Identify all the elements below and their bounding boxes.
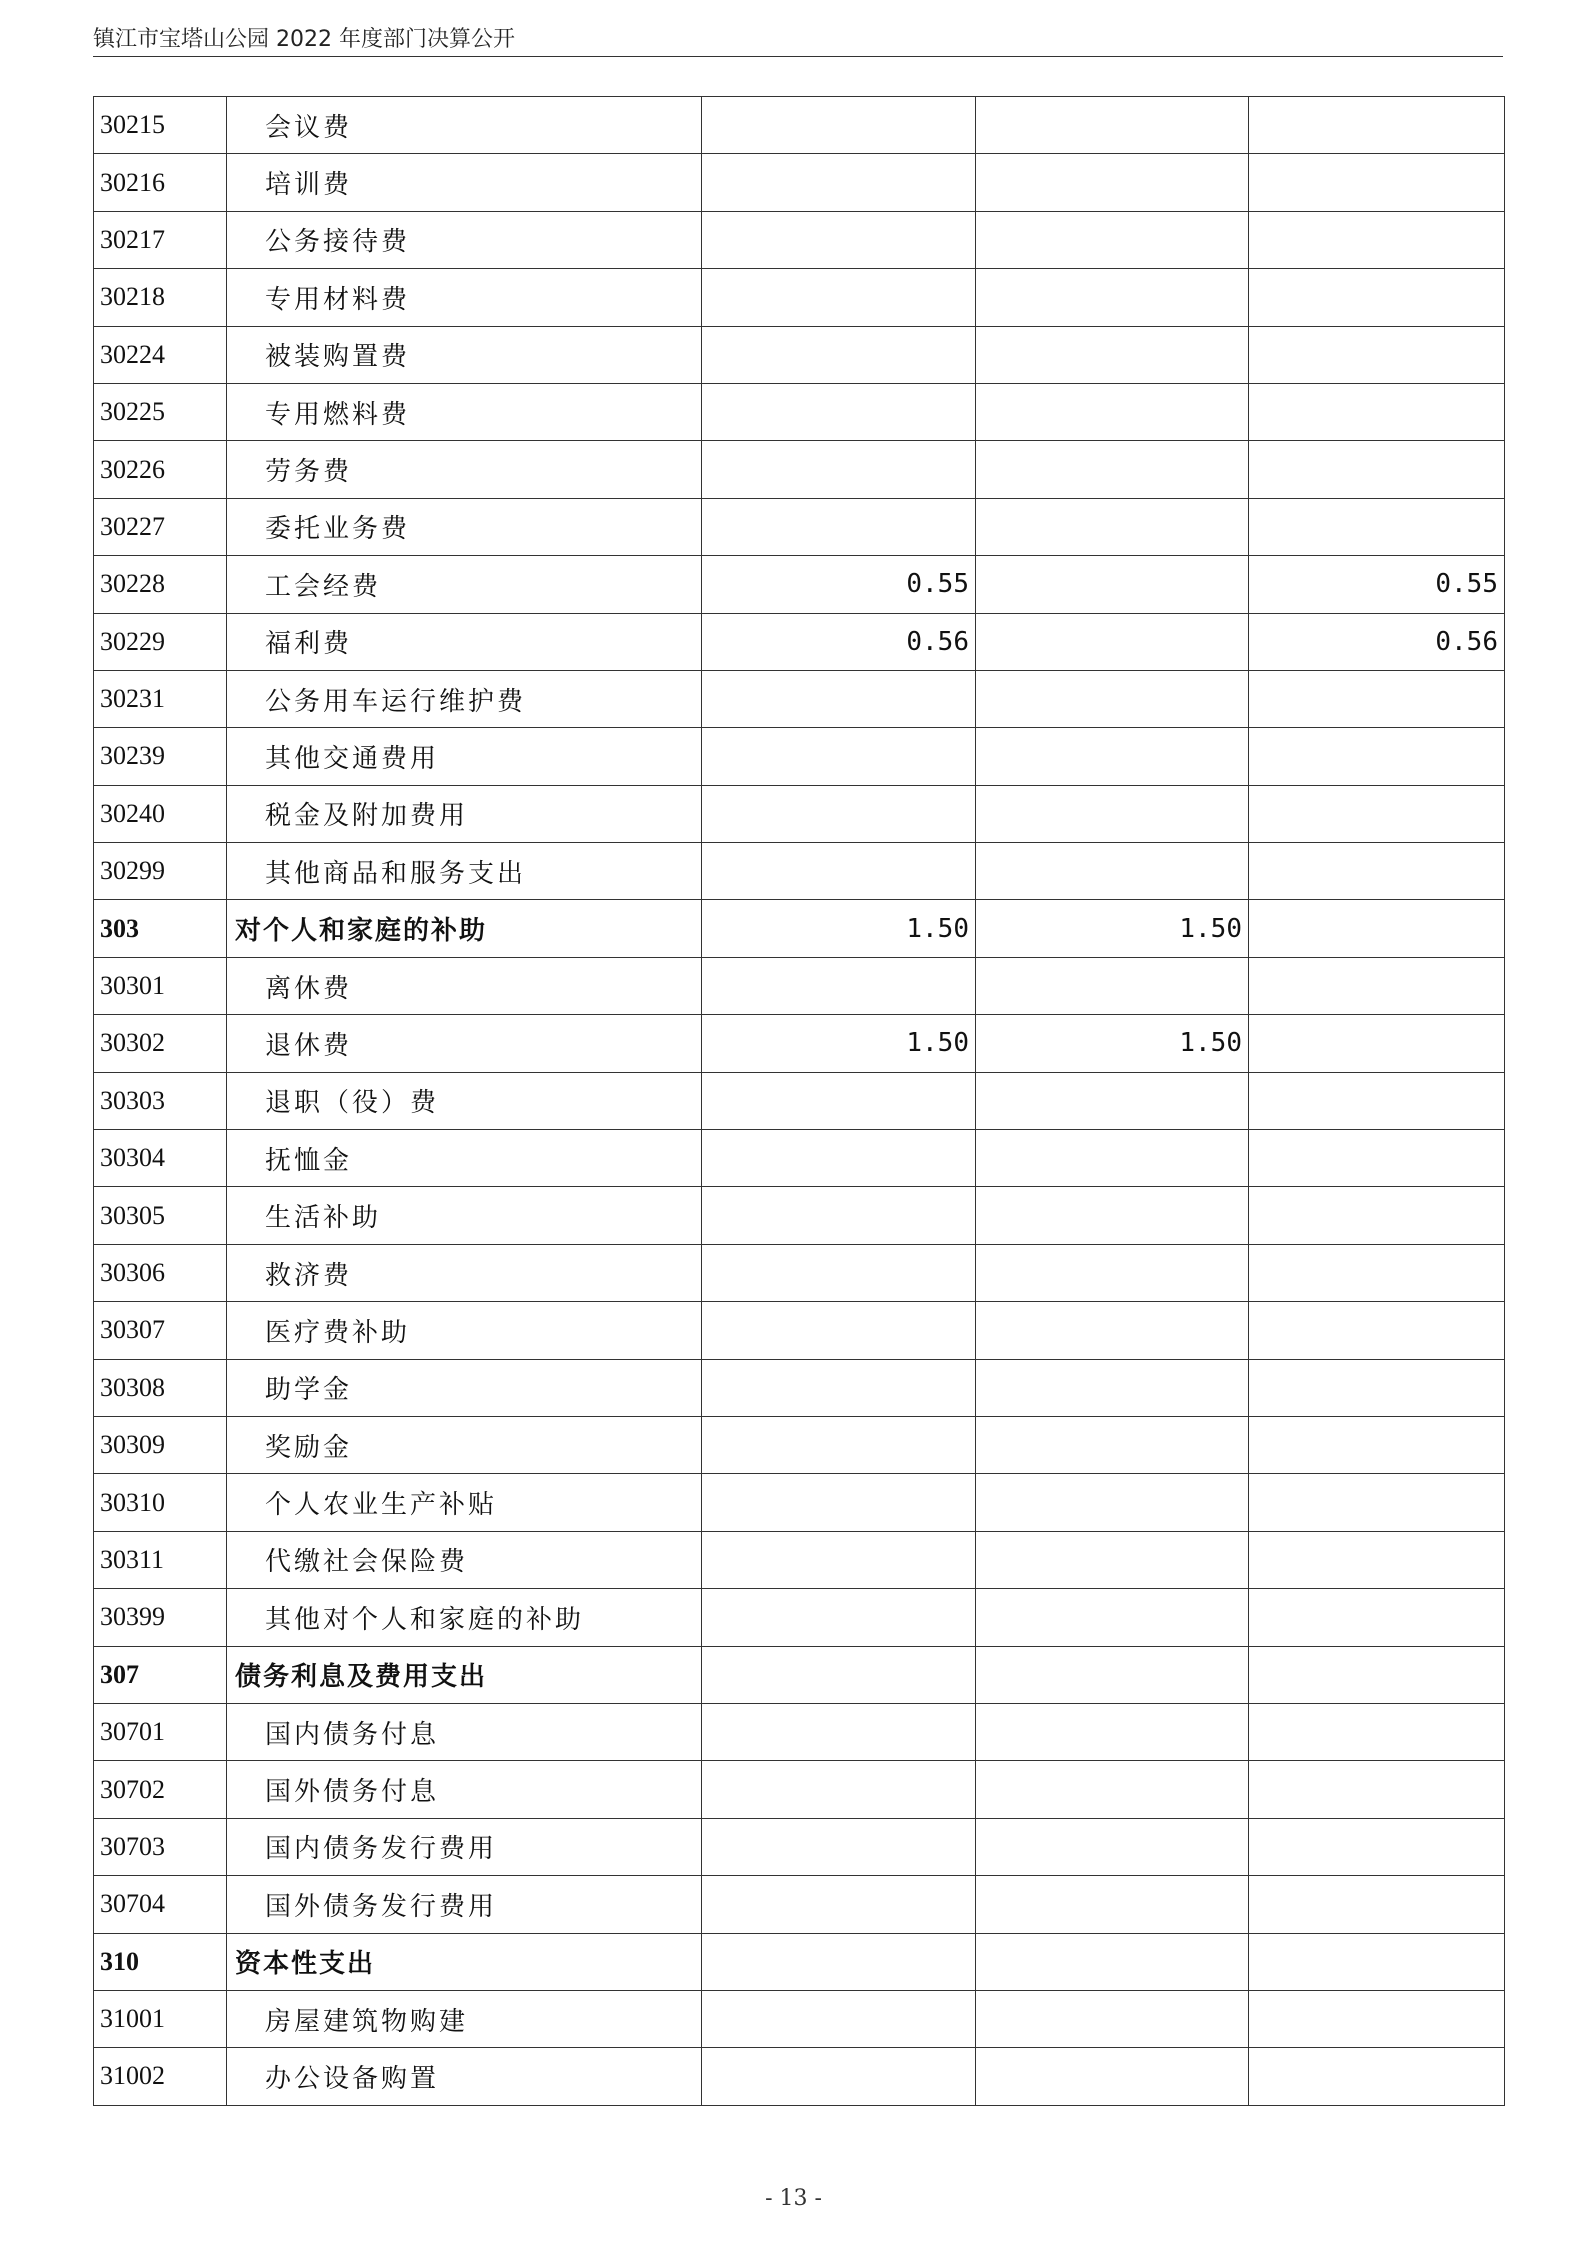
value-cell-total <box>702 1990 976 2047</box>
value-cell-basic <box>976 957 1249 1014</box>
value-cell-basic <box>976 498 1249 555</box>
code-cell: 30306 <box>94 1244 227 1301</box>
name-cell: 培训费 <box>227 154 702 211</box>
value-cell-total <box>702 383 976 440</box>
value-cell-basic: 1.50 <box>976 1015 1249 1072</box>
value-cell-project <box>1249 1646 1505 1703</box>
value-cell-project <box>1249 785 1505 842</box>
name-cell: 个人农业生产补贴 <box>227 1474 702 1531</box>
code-cell: 30299 <box>94 843 227 900</box>
code-cell: 30301 <box>94 957 227 1014</box>
value-cell-project <box>1249 1876 1505 1933</box>
table-row <box>94 1474 1505 1531</box>
table-row <box>94 1130 1505 1187</box>
value-cell-basic <box>976 1646 1249 1703</box>
value-cell-project <box>1249 1589 1505 1646</box>
expenditure-table <box>93 96 1505 2106</box>
code-cell: 30217 <box>94 211 227 268</box>
code-cell: 30302 <box>94 1015 227 1072</box>
table-row <box>94 1302 1505 1359</box>
table-row <box>94 728 1505 785</box>
value-cell-project <box>1249 728 1505 785</box>
value-cell-total <box>702 326 976 383</box>
name-cell: 代缴社会保险费 <box>227 1531 702 1588</box>
value-cell-total <box>702 1761 976 1818</box>
value-cell-total <box>702 154 976 211</box>
name-cell: 其他交通费用 <box>227 728 702 785</box>
code-cell: 303 <box>94 900 227 957</box>
table-row <box>94 670 1505 727</box>
value-cell-total <box>702 1876 976 1933</box>
code-cell: 30308 <box>94 1359 227 1416</box>
table-row <box>94 154 1505 211</box>
name-cell: 劳务费 <box>227 441 702 498</box>
value-cell-basic <box>976 154 1249 211</box>
value-cell-total <box>702 1244 976 1301</box>
name-cell: 专用材料费 <box>227 269 702 326</box>
value-cell-project <box>1249 1187 1505 1244</box>
code-cell: 30304 <box>94 1130 227 1187</box>
table-category-row <box>94 900 1505 957</box>
value-cell-project <box>1249 1531 1505 1588</box>
value-cell-project <box>1249 1990 1505 2047</box>
code-cell: 30305 <box>94 1187 227 1244</box>
value-cell-project <box>1249 1474 1505 1531</box>
value-cell-total <box>702 728 976 785</box>
table-row <box>94 2048 1505 2105</box>
value-cell-basic <box>976 97 1249 154</box>
value-cell-total <box>702 1703 976 1760</box>
value-cell-total: 1.50 <box>702 1015 976 1072</box>
code-cell: 30240 <box>94 785 227 842</box>
value-cell-basic: 1.50 <box>976 900 1249 957</box>
name-cell: 医疗费补助 <box>227 1302 702 1359</box>
code-cell: 30701 <box>94 1703 227 1760</box>
value-cell-basic <box>976 785 1249 842</box>
name-cell: 离休费 <box>227 957 702 1014</box>
value-cell-basic <box>976 1876 1249 1933</box>
table-row <box>94 441 1505 498</box>
table-row <box>94 1531 1505 1588</box>
value-cell-total <box>702 843 976 900</box>
table-row <box>94 97 1505 154</box>
value-cell-total <box>702 1416 976 1473</box>
value-cell-basic <box>976 1818 1249 1875</box>
value-cell-basic <box>976 843 1249 900</box>
name-cell: 专用燃料费 <box>227 383 702 440</box>
name-cell: 助学金 <box>227 1359 702 1416</box>
value-cell-project <box>1249 1416 1505 1473</box>
value-cell-project <box>1249 1703 1505 1760</box>
name-cell: 救济费 <box>227 1244 702 1301</box>
value-cell-basic <box>976 1589 1249 1646</box>
table-row <box>94 1187 1505 1244</box>
code-cell: 30215 <box>94 97 227 154</box>
name-cell: 抚恤金 <box>227 1130 702 1187</box>
code-cell: 30702 <box>94 1761 227 1818</box>
table-row <box>94 383 1505 440</box>
code-cell: 30309 <box>94 1416 227 1473</box>
code-cell: 30216 <box>94 154 227 211</box>
name-cell: 税金及附加费用 <box>227 785 702 842</box>
table-row <box>94 1015 1505 1072</box>
code-cell: 307 <box>94 1646 227 1703</box>
value-cell-project <box>1249 670 1505 727</box>
table-category-row <box>94 1646 1505 1703</box>
name-cell: 办公设备购置 <box>227 2048 702 2105</box>
value-cell-project <box>1249 957 1505 1014</box>
value-cell-basic <box>976 1531 1249 1588</box>
document-header-title: 镇江市宝塔山公园 2022 年度部门决算公开 <box>93 27 515 52</box>
value-cell-project <box>1249 1130 1505 1187</box>
value-cell-total <box>702 1130 976 1187</box>
value-cell-basic <box>976 1130 1249 1187</box>
value-cell-total <box>702 1818 976 1875</box>
value-cell-total <box>702 1187 976 1244</box>
code-cell: 31001 <box>94 1990 227 2047</box>
table-row <box>94 326 1505 383</box>
value-cell-project <box>1249 269 1505 326</box>
table-row <box>94 269 1505 326</box>
value-cell-basic <box>976 670 1249 727</box>
value-cell-project <box>1249 1818 1505 1875</box>
table-row <box>94 1359 1505 1416</box>
value-cell-project <box>1249 1302 1505 1359</box>
table-row <box>94 1244 1505 1301</box>
name-cell: 其他对个人和家庭的补助 <box>227 1589 702 1646</box>
value-cell-basic <box>976 269 1249 326</box>
code-cell: 30228 <box>94 556 227 613</box>
name-cell: 会议费 <box>227 97 702 154</box>
code-cell: 30231 <box>94 670 227 727</box>
value-cell-total <box>702 498 976 555</box>
value-cell-basic <box>976 1302 1249 1359</box>
value-cell-project <box>1249 1933 1505 1990</box>
value-cell-project <box>1249 900 1505 957</box>
code-cell: 30399 <box>94 1589 227 1646</box>
table-row <box>94 843 1505 900</box>
code-cell: 30303 <box>94 1072 227 1129</box>
value-cell-basic <box>976 1244 1249 1301</box>
name-cell: 委托业务费 <box>227 498 702 555</box>
table-row <box>94 1589 1505 1646</box>
value-cell-total <box>702 1589 976 1646</box>
value-cell-basic <box>976 1072 1249 1129</box>
name-cell: 生活补助 <box>227 1187 702 1244</box>
value-cell-basic <box>976 326 1249 383</box>
code-cell: 30218 <box>94 269 227 326</box>
page-number: - 13 - <box>765 2186 822 2211</box>
name-cell: 房屋建筑物购建 <box>227 1990 702 2047</box>
value-cell-total <box>702 670 976 727</box>
name-cell: 对个人和家庭的补助 <box>227 900 702 957</box>
name-cell: 债务利息及费用支出 <box>227 1646 702 1703</box>
code-cell: 30227 <box>94 498 227 555</box>
value-cell-total <box>702 1359 976 1416</box>
value-cell-project <box>1249 326 1505 383</box>
value-cell-basic <box>976 1474 1249 1531</box>
value-cell-basic <box>976 728 1249 785</box>
name-cell: 资本性支出 <box>227 1933 702 1990</box>
table-row <box>94 613 1505 670</box>
code-cell: 310 <box>94 1933 227 1990</box>
name-cell: 被装购置费 <box>227 326 702 383</box>
value-cell-project <box>1249 843 1505 900</box>
value-cell-basic <box>976 1416 1249 1473</box>
name-cell: 其他商品和服务支出 <box>227 843 702 900</box>
value-cell-project <box>1249 441 1505 498</box>
value-cell-project <box>1249 1072 1505 1129</box>
value-cell-project <box>1249 211 1505 268</box>
value-cell-basic <box>976 1761 1249 1818</box>
name-cell: 退休费 <box>227 1015 702 1072</box>
code-cell: 30704 <box>94 1876 227 1933</box>
table-row <box>94 1416 1505 1473</box>
value-cell-total <box>702 785 976 842</box>
table-body <box>94 97 1505 2106</box>
name-cell: 福利费 <box>227 613 702 670</box>
value-cell-total <box>702 1072 976 1129</box>
value-cell-basic <box>976 556 1249 613</box>
value-cell-total <box>702 97 976 154</box>
value-cell-total: 0.55 <box>702 556 976 613</box>
name-cell: 国外债务付息 <box>227 1761 702 1818</box>
value-cell-project <box>1249 383 1505 440</box>
table-row <box>94 1818 1505 1875</box>
code-cell: 30229 <box>94 613 227 670</box>
value-cell-total <box>702 1474 976 1531</box>
value-cell-total <box>702 957 976 1014</box>
code-cell: 31002 <box>94 2048 227 2105</box>
table-row <box>94 1990 1505 2047</box>
name-cell: 工会经费 <box>227 556 702 613</box>
table-category-row <box>94 1933 1505 1990</box>
value-cell-basic <box>976 1703 1249 1760</box>
value-cell-total <box>702 441 976 498</box>
code-cell: 30226 <box>94 441 227 498</box>
value-cell-project <box>1249 1359 1505 1416</box>
value-cell-project: 0.55 <box>1249 556 1505 613</box>
name-cell: 国内债务发行费用 <box>227 1818 702 1875</box>
code-cell: 30311 <box>94 1531 227 1588</box>
value-cell-basic <box>976 211 1249 268</box>
table-row <box>94 1761 1505 1818</box>
value-cell-total <box>702 1531 976 1588</box>
name-cell: 公务用车运行维护费 <box>227 670 702 727</box>
header-divider <box>93 56 1503 57</box>
value-cell-total: 1.50 <box>702 900 976 957</box>
value-cell-project <box>1249 154 1505 211</box>
code-cell: 30224 <box>94 326 227 383</box>
value-cell-project <box>1249 498 1505 555</box>
value-cell-total <box>702 211 976 268</box>
table-row <box>94 957 1505 1014</box>
code-cell: 30239 <box>94 728 227 785</box>
table-row <box>94 1072 1505 1129</box>
value-cell-project <box>1249 2048 1505 2105</box>
value-cell-basic <box>976 613 1249 670</box>
name-cell: 国外债务发行费用 <box>227 1876 702 1933</box>
value-cell-basic <box>976 383 1249 440</box>
name-cell: 公务接待费 <box>227 211 702 268</box>
value-cell-basic <box>976 1933 1249 1990</box>
name-cell: 奖励金 <box>227 1416 702 1473</box>
name-cell: 国内债务付息 <box>227 1703 702 1760</box>
value-cell-project <box>1249 1761 1505 1818</box>
value-cell-total <box>702 1646 976 1703</box>
value-cell-total <box>702 269 976 326</box>
value-cell-basic <box>976 1990 1249 2047</box>
code-cell: 30310 <box>94 1474 227 1531</box>
code-cell: 30307 <box>94 1302 227 1359</box>
value-cell-total <box>702 1933 976 1990</box>
code-cell: 30225 <box>94 383 227 440</box>
value-cell-total <box>702 1302 976 1359</box>
value-cell-basic <box>976 441 1249 498</box>
table-row <box>94 211 1505 268</box>
value-cell-project <box>1249 97 1505 154</box>
value-cell-basic <box>976 2048 1249 2105</box>
value-cell-project: 0.56 <box>1249 613 1505 670</box>
value-cell-basic <box>976 1359 1249 1416</box>
table-row <box>94 1703 1505 1760</box>
value-cell-total <box>702 2048 976 2105</box>
value-cell-basic <box>976 1187 1249 1244</box>
code-cell: 30703 <box>94 1818 227 1875</box>
table-row <box>94 498 1505 555</box>
value-cell-total: 0.56 <box>702 613 976 670</box>
table-row <box>94 785 1505 842</box>
value-cell-project <box>1249 1015 1505 1072</box>
name-cell: 退职（役）费 <box>227 1072 702 1129</box>
table-row <box>94 1876 1505 1933</box>
value-cell-project <box>1249 1244 1505 1301</box>
table-row <box>94 556 1505 613</box>
